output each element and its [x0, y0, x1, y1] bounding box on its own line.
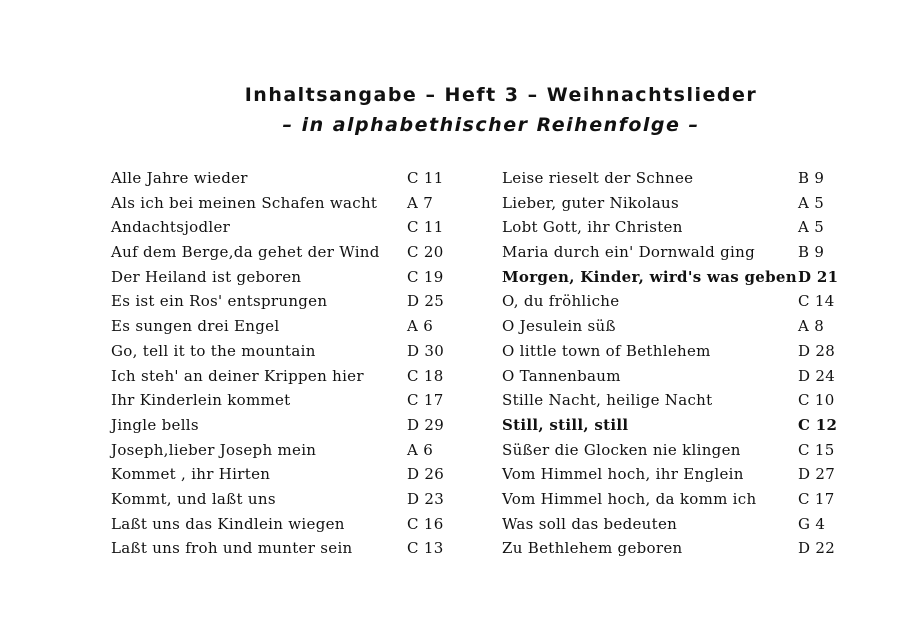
song-entry	[111, 191, 451, 216]
song-reference: C 12	[798, 415, 838, 434]
song-entry	[111, 240, 451, 265]
song-title: Leise rieselt der Schnee	[502, 169, 694, 187]
song-title: Kommt, und laßt uns	[111, 489, 276, 508]
song-entry	[111, 289, 451, 314]
song-title: Alle Jahre wieder	[111, 169, 248, 187]
song-entry	[502, 413, 847, 438]
song-entry	[111, 413, 451, 438]
song-entry	[111, 314, 451, 339]
song-reference: C 17	[798, 489, 835, 508]
song-reference: D 23	[407, 489, 445, 508]
left-song-list	[111, 166, 451, 561]
song-title: O, du fröhliche	[502, 292, 620, 311]
song-title: O Jesulein süß	[502, 317, 616, 336]
page-subtitle: – in alphabethischer Reihenfolge –	[282, 114, 700, 136]
song-reference: C 11	[407, 218, 444, 237]
song-reference: D 26	[407, 465, 445, 484]
song-reference: C 11	[407, 169, 444, 187]
song-reference: A 5	[798, 193, 825, 212]
song-title: Ihr Kinderlein kommet	[111, 391, 291, 410]
song-title: Es sungen drei Engel	[111, 317, 280, 336]
song-title: Was soll das bedeuten	[502, 514, 678, 533]
song-entry	[111, 364, 451, 389]
song-reference: D 25	[407, 292, 445, 311]
song-title: Vom Himmel hoch, ihr Englein	[502, 465, 744, 484]
song-reference: C 10	[798, 391, 835, 410]
song-title: Der Heiland ist geboren	[111, 267, 302, 286]
song-title: Zu Bethlehem geboren	[502, 539, 683, 558]
song-entry	[502, 240, 847, 265]
song-title: Joseph,lieber Joseph mein	[111, 440, 317, 459]
song-entry	[502, 388, 847, 413]
song-entry	[502, 314, 847, 339]
song-title: O Tannenbaum	[502, 366, 621, 385]
page-title: Inhaltsangabe – Heft 3 – Weihnachtslieder	[244, 84, 758, 106]
song-title: Auf dem Berge,da gehet der Wind	[111, 243, 380, 262]
song-title: O little town of Bethlehem	[502, 341, 711, 360]
song-title: Go, tell it to the mountain	[111, 341, 316, 360]
song-entry	[502, 487, 847, 512]
song-reference: C 19	[407, 267, 444, 286]
song-entry	[502, 215, 847, 240]
song-reference: A 6	[407, 440, 434, 459]
song-title: Kommet , ihr Hirten	[111, 465, 271, 484]
song-title: Morgen, Kinder, wird's was geben	[502, 267, 797, 286]
song-entry	[502, 166, 847, 191]
song-reference: D 24	[798, 366, 836, 385]
song-entry	[111, 536, 451, 561]
song-entry	[502, 462, 847, 487]
song-entry	[111, 512, 451, 537]
song-entry	[111, 166, 451, 191]
song-title: Maria durch ein' Dornwald ging	[502, 243, 755, 262]
song-reference: D 27	[798, 465, 836, 484]
song-reference: A 6	[407, 317, 434, 336]
song-entry	[111, 487, 451, 512]
song-entry	[502, 191, 847, 216]
song-title: Stille Nacht, heilige Nacht	[502, 391, 713, 410]
song-title: Süßer die Glocken nie klingen	[502, 440, 741, 459]
song-title: Laßt uns froh und munter sein	[111, 539, 353, 558]
song-title: Andachtsjodler	[111, 218, 231, 237]
song-title: Lobt Gott, ihr Christen	[502, 218, 683, 237]
song-title: Jingle bells	[111, 415, 199, 434]
song-entry	[502, 289, 847, 314]
song-reference: D 21	[798, 267, 839, 286]
song-reference: D 28	[798, 341, 836, 360]
song-reference: G 4	[798, 514, 826, 533]
song-reference: C 14	[798, 292, 835, 311]
song-title: Lieber, guter Nikolaus	[502, 193, 680, 212]
song-reference: C 15	[798, 440, 835, 459]
song-reference: D 22	[798, 539, 836, 558]
song-title: Vom Himmel hoch, da komm ich	[502, 489, 757, 508]
song-reference: C 16	[407, 514, 444, 533]
song-reference: D 29	[407, 415, 445, 434]
song-title: Still, still, still	[502, 415, 629, 434]
song-reference: A 5	[798, 218, 825, 237]
song-entry	[111, 339, 451, 364]
song-entry	[111, 438, 451, 463]
song-reference: C 17	[407, 391, 444, 410]
song-reference: D 30	[407, 341, 445, 360]
song-reference: C 20	[407, 243, 444, 262]
song-entry	[111, 388, 451, 413]
song-entry	[502, 364, 847, 389]
song-entry	[111, 265, 451, 290]
song-reference: B 9	[798, 243, 825, 262]
song-entry	[111, 462, 451, 487]
right-song-list	[502, 166, 847, 561]
song-entry	[111, 215, 451, 240]
song-reference: B 9	[798, 169, 825, 187]
song-reference: A 7	[407, 193, 434, 212]
song-reference: C 18	[407, 366, 444, 385]
song-title: Als ich bei meinen Schafen wacht	[111, 193, 378, 212]
song-entry	[502, 438, 847, 463]
song-entry	[502, 536, 847, 561]
song-title: Ich steh' an deiner Krippen hier	[111, 366, 364, 385]
song-entry	[502, 265, 847, 290]
song-reference: A 8	[798, 317, 825, 336]
song-title: Laßt uns das Kindlein wiegen	[111, 514, 345, 533]
song-reference: C 13	[407, 539, 444, 558]
song-title: Es ist ein Ros' entsprungen	[111, 292, 328, 311]
song-entry	[502, 512, 847, 537]
song-entry	[502, 339, 847, 364]
